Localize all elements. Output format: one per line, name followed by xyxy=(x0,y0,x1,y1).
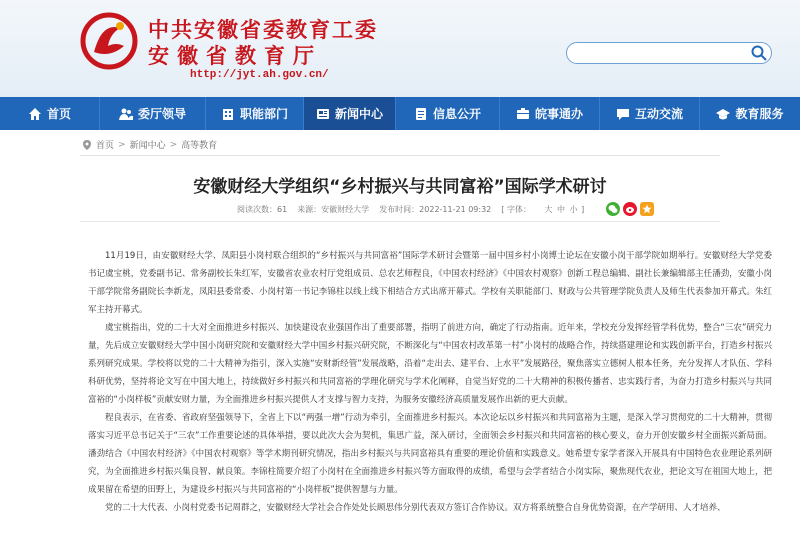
share-buttons xyxy=(606,202,657,216)
site-title-line1: 中共安徽省委教育工委 xyxy=(148,18,378,42)
font-size-small[interactable]: 小 xyxy=(569,204,578,214)
font-size-control xyxy=(501,204,594,215)
nav-news-center[interactable] xyxy=(304,97,396,130)
search-icon[interactable] xyxy=(750,44,768,62)
search-input[interactable] xyxy=(566,42,772,64)
breadcrumb xyxy=(82,138,217,151)
font-size-label: [ 字体： xyxy=(501,204,531,214)
article-title: 安徽财经大学组织“乡村振兴与共同富裕”国际学术研讨 xyxy=(193,177,607,197)
breadcrumb-higher-education[interactable]: 高等教育 xyxy=(181,141,218,151)
article-paragraph: 11月19日，由安徽财经大学、凤阳县小岗村联合组织的“乡村振兴与共同富裕”国际学术研讨会暨第一届中国乡村小岗博士论坛在安徽小岗干部学院如期举行。安徽财经大学党委书记虞宝桃，党委副书记、常务副校长朱红军，安徽省农业农村厅党组成员、总农艺师程良，《中国农村经济》《中国农村观察》创新工程总编辑、副社长兼编辑部主任潘劲，安徽小岗干部学院常务副院长李新龙，凤阳县委常委、小岗村第一书记李锦柱以线上线下相结合方式出席开幕式。学校有关职能部门、财政与公共管理学院负责人及师生代表参加开幕式。朱红军主持开幕式。 xyxy=(88,251,772,315)
building-icon xyxy=(221,107,235,121)
site-title-line2: 安徽省教育厅 xyxy=(148,44,322,68)
news-icon xyxy=(316,107,330,121)
location-pin-icon xyxy=(82,140,92,150)
site-url[interactable]: http://jyt.ah.gov.cn/ xyxy=(190,69,329,81)
nav-label: 首页 xyxy=(46,107,71,121)
view-count: 阅读次数：61 xyxy=(237,204,288,214)
font-size-large[interactable]: 大 xyxy=(544,204,553,214)
main-nav xyxy=(0,97,800,130)
publish-date: 发布时间：2022-11-21 09:32 xyxy=(379,204,492,214)
article-paragraph: 虞宝桃指出，党的二十大对全面推进乡村振兴、加快建设农业强国作出了重要部署，指明了前进方向，确定了行动指南。近年来，学校充分发挥经管学科优势，整合“三农”研究力量，先后成立安徽财经大学中国小岗研究院和安徽财经大学中国乡村振兴研究院，不断深化与“中国农村改革第一村”小岗村的战略合作，持续搭建理论和实践创新平台，打造乡村振兴系列研究成果。学校将以党的二十大精神为指引，深入实施“安财新经管”发展战略，沿着“走出去、建平台、上水平”发展路径，聚焦落实立德树人根本任务，充分发挥人才队伍、学科科研优势，坚持将论文写在中国大地上，持续做好乡村振兴和共同富裕的学理化研究与学术化阐释，自觉当好党的二十大精神的积极传播者、忠实践行者，为奋力打造乡村振兴与共同富裕的“小岗样板”贡献安财力量，为全面推进乡村振兴提供人才支撑与智力支持，为服务安徽经济高质量发展作出新的更大贡献。 xyxy=(88,323,772,405)
nav-info-disclosure[interactable] xyxy=(396,97,500,130)
nav-wanshitong[interactable] xyxy=(500,97,600,130)
nav-home[interactable] xyxy=(0,97,100,130)
article-source: 来源：安徽财经大学 xyxy=(297,204,370,214)
nav-label: 互动交流 xyxy=(634,107,683,121)
wechat-share-icon[interactable] xyxy=(606,202,620,216)
article-meta xyxy=(237,202,667,216)
education-icon xyxy=(716,107,730,121)
nav-label: 新闻中心 xyxy=(334,107,383,121)
nav-label: 职能部门 xyxy=(239,107,288,121)
article-paragraph: 程良表示，在省委、省政府坚强领导下，全省上下以“两强一增”行动为牵引，全面推进乡村振兴。本次论坛以乡村振兴和共同富裕为主题，是深入学习贯彻党的二十大精神，贯彻落实习近平总书记关于“三农”工作重要论述的具体举措，要以此次大会为契机，集思广益，深入研讨，全面领会乡村振兴和共同富裕的核心要义，奋力开创安徽乡村全面振兴新局面。潘劲结合《中国农村经济》《中国农村观察》等学术期刊研究情况，指出乡村振兴与共同富裕具有重要的理论价值和实践意义。她希望专家学者深入开展具有中国特色农业理论系列研究，为全面推进乡村振兴集良智、献良策。李锦柱简要介绍了小岗村在全面推进乡村振兴等方面取得的成绩，希望与会学者结合小岗实际，聚焦现代农业，把论文写在祖国大地上，把成果留在希望的田野上，为建设乡村振兴与共同富裕的“小岗样板”提供智慧与力量。 xyxy=(88,413,772,495)
divider xyxy=(80,155,720,156)
nav-interaction[interactable] xyxy=(600,97,700,130)
service-icon xyxy=(516,107,530,121)
article-paragraph: 党的二十大代表、小岗村党委书记周群之，安徽财经大学社会合作处处长顾思伟分别代表双方签订合作协议。双方将系统整合自身优势资源，在产学研用、人才培养、 xyxy=(105,503,726,513)
nav-education-service[interactable] xyxy=(700,97,800,130)
breadcrumb-separator: > xyxy=(169,139,178,150)
favorite-star-icon[interactable] xyxy=(640,202,654,216)
site-logo-emblem[interactable] xyxy=(80,12,138,70)
nav-departments[interactable] xyxy=(206,97,304,130)
home-icon xyxy=(28,107,42,121)
nav-label: 信息公开 xyxy=(432,107,481,121)
breadcrumb-news-center[interactable]: 新闻中心 xyxy=(129,141,166,151)
people-icon xyxy=(119,107,133,121)
breadcrumb-separator: > xyxy=(118,139,126,150)
nav-label: 委厅领导 xyxy=(137,107,186,121)
info-icon xyxy=(414,107,428,121)
weibo-share-icon[interactable] xyxy=(623,202,637,216)
breadcrumb-home[interactable]: 首页 xyxy=(96,141,115,151)
site-header xyxy=(0,0,800,97)
nav-leaders[interactable] xyxy=(100,97,206,130)
article-body xyxy=(88,247,772,517)
font-size-medium[interactable]: 中 xyxy=(557,204,566,214)
font-size-label-close: ] xyxy=(581,204,585,214)
nav-label: 教育服务 xyxy=(735,107,784,121)
divider xyxy=(80,221,720,222)
nav-label: 皖事通办 xyxy=(534,107,583,121)
chat-icon xyxy=(616,107,630,121)
